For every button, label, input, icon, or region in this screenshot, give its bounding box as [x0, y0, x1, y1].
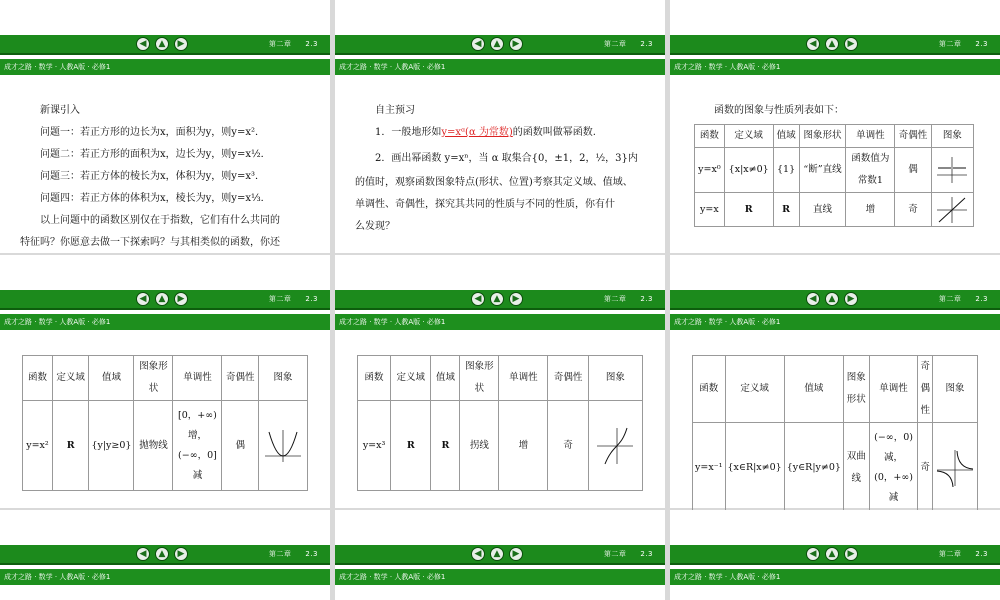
nav-buttons — [471, 547, 523, 561]
home-icon[interactable]: ▲ — [155, 37, 169, 51]
chapter-label: 第二章 2.3 — [603, 550, 653, 558]
home-icon[interactable]: ▲ — [155, 292, 169, 306]
task-line-4: 么发现？ — [355, 221, 395, 232]
slide-2[interactable] — [335, 0, 665, 253]
slide-body — [0, 78, 330, 253]
prev-icon[interactable]: ◀ — [471, 292, 485, 306]
question-3: 问题三：若正方体的棱长为x，体积为y，则y=x³． — [40, 171, 265, 182]
nav-buttons — [806, 547, 858, 561]
brand-bar — [335, 314, 665, 330]
prev-icon[interactable]: ◀ — [136, 292, 150, 306]
brand-label: 成才之路 · 数学 · 人教A版 · 必修1 — [674, 63, 781, 71]
slide-top-bar — [670, 545, 1000, 565]
paragraph-line-2: 特征吗？你愿意去做一下探索吗？与其相类似的函数，你还 — [20, 237, 280, 248]
slide-top-bar — [0, 35, 330, 55]
prev-icon[interactable]: ◀ — [806, 37, 820, 51]
nav-buttons — [136, 37, 188, 51]
slide-7[interactable] — [0, 510, 330, 600]
slide-top-bar — [335, 35, 665, 55]
next-icon[interactable]: ▶ — [174, 292, 188, 306]
slide-5[interactable] — [335, 255, 665, 508]
slide-body — [0, 333, 330, 508]
home-icon[interactable]: ▲ — [490, 37, 504, 51]
slide-body — [670, 78, 1000, 253]
prev-icon[interactable]: ◀ — [136, 37, 150, 51]
brand-bar — [335, 59, 665, 75]
brand-label: 成才之路 · 数学 · 人教A版 · 必修1 — [339, 63, 446, 71]
question-1: 问题一：若正方形的边长为x，面积为y，则y=x²． — [40, 127, 265, 138]
table-row: y=x R R 直线 增 奇 — [695, 193, 974, 227]
home-icon[interactable]: ▲ — [490, 292, 504, 306]
brand-bar — [0, 569, 330, 585]
prev-icon[interactable]: ◀ — [806, 547, 820, 561]
properties-table: 函数 定义域 值域 图象形状 单调性 奇偶性 图象 y=x⁻¹ {x∈R|x≠0} {y∈R|y≠0} 双曲线 (−∞，0)减，(0，+∞)减 奇 — [692, 355, 978, 513]
table-row: y=x² R {y|y≥0} 抛物线 [0，+∞)增，(−∞，0]减 偶 — [23, 401, 308, 491]
paragraph-line-1: 以上问题中的函数区别仅在于指数，它们有什么共同的 — [40, 215, 280, 226]
slide-6[interactable] — [670, 255, 1000, 508]
brand-label: 成才之路 · 数学 · 人教A版 · 必修1 — [339, 318, 446, 326]
brand-bar — [670, 569, 1000, 585]
brand-label: 成才之路 · 数学 · 人教A版 · 必修1 — [4, 573, 111, 581]
table-header: 函数 — [695, 125, 725, 148]
table-header: 奇偶性 — [895, 125, 931, 148]
chapter-label: 第二章 2.3 — [603, 40, 653, 48]
prev-icon[interactable]: ◀ — [471, 37, 485, 51]
slide-body — [670, 333, 1000, 508]
slide-body — [335, 78, 665, 253]
next-icon[interactable]: ▶ — [844, 292, 858, 306]
home-icon[interactable]: ▲ — [155, 547, 169, 561]
question-4: 问题四：若正方体的体积为x，棱长为y，则y=x⅓． — [40, 193, 271, 204]
table-row: y=x⁰ {x|x≠0} {1} “断”直线 函数值为常数1 偶 — [695, 148, 974, 193]
slide-4[interactable] — [0, 255, 330, 508]
table-intro: 函数的图象与性质列表如下： — [714, 105, 844, 116]
chapter-label: 第二章 2.3 — [938, 40, 988, 48]
nav-buttons — [806, 37, 858, 51]
home-icon[interactable]: ▲ — [490, 547, 504, 561]
home-icon[interactable]: ▲ — [825, 37, 839, 51]
nav-buttons — [471, 37, 523, 51]
table-header: 图象 — [931, 125, 973, 148]
brand-bar — [670, 314, 1000, 330]
slide-body — [335, 333, 665, 508]
graph-x2-icon — [258, 401, 307, 491]
definition-line: 1．一般地形如y=xᵅ(α 为常数)的函数叫做幂函数. — [375, 127, 596, 138]
table-row: y=x³ R R 拐线 增 奇 — [358, 401, 643, 491]
brand-bar — [335, 569, 665, 585]
nav-buttons — [136, 547, 188, 561]
brand-bar — [0, 59, 330, 75]
slide-3[interactable] — [670, 0, 1000, 253]
prev-icon[interactable]: ◀ — [136, 547, 150, 561]
prev-icon[interactable]: ◀ — [471, 547, 485, 561]
brand-label: 成才之路 · 数学 · 人教A版 · 必修1 — [4, 318, 111, 326]
chapter-label: 第二章 2.3 — [268, 40, 318, 48]
task-line-1: 2．画出幂函数 y=xⁿ，当 α 取集合{0，±1，2，½，3}内 — [375, 153, 638, 164]
slide-8[interactable] — [335, 510, 665, 600]
slide-top-bar — [670, 35, 1000, 55]
brand-bar — [0, 314, 330, 330]
slide-top-bar — [335, 290, 665, 310]
chapter-label: 第二章 2.3 — [268, 550, 318, 558]
graph-x3-icon — [588, 401, 642, 491]
brand-label: 成才之路 · 数学 · 人教A版 · 必修1 — [674, 318, 781, 326]
slide-9[interactable] — [670, 510, 1000, 600]
properties-table — [694, 124, 974, 227]
table-header: 单调性 — [846, 125, 895, 148]
nav-buttons — [806, 292, 858, 306]
task-line-3: 单调性、奇偶性，探究其共同的性质与不同的性质，你有什 — [355, 199, 615, 210]
nav-buttons — [471, 292, 523, 306]
slide-top-bar — [670, 290, 1000, 310]
brand-label: 成才之路 · 数学 · 人教A版 · 必修1 — [4, 63, 111, 71]
graph-x0-icon — [931, 148, 973, 193]
properties-table: 函数 定义域 值域 图象形状 单调性 奇偶性 图象 y=x² R {y|y≥0} 抛物线 [0，+∞)增，(−∞，0]减 偶 — [22, 355, 308, 491]
table-header: 定义域 — [724, 125, 773, 148]
brand-bar — [670, 59, 1000, 75]
slide-top-bar — [0, 545, 330, 565]
next-icon[interactable]: ▶ — [844, 37, 858, 51]
question-2: 问题二：若正方形的面积为x，边长为y，则y=x½． — [40, 149, 271, 160]
slide-title: 新课引入 — [40, 105, 80, 116]
brand-label: 成才之路 · 数学 · 人教A版 · 必修1 — [674, 573, 781, 581]
next-icon[interactable]: ▶ — [174, 37, 188, 51]
graph-x1-icon — [931, 193, 973, 227]
next-icon[interactable]: ▶ — [509, 37, 523, 51]
chapter-label: 第二章 2.3 — [268, 295, 318, 303]
prev-icon[interactable]: ◀ — [806, 292, 820, 306]
power-function-form: y=xᵅ(α 为常数) — [441, 127, 513, 138]
table-header: 值域 — [773, 125, 799, 148]
home-icon[interactable]: ▲ — [825, 292, 839, 306]
chapter-label: 第二章 2.3 — [603, 295, 653, 303]
task-line-2: 的值时，观察函数图象特点(形状、位置)考察其定义域、值域、 — [355, 177, 633, 188]
graph-x-inverse-icon — [933, 423, 978, 513]
slide-top-bar — [0, 290, 330, 310]
brand-label: 成才之路 · 数学 · 人教A版 · 必修1 — [339, 573, 446, 581]
next-icon[interactable]: ▶ — [844, 547, 858, 561]
next-icon[interactable]: ▶ — [174, 547, 188, 561]
slide-1[interactable] — [0, 0, 330, 253]
chapter-label: 第二章 2.3 — [938, 295, 988, 303]
slide-title: 自主预习 — [375, 105, 415, 116]
next-icon[interactable]: ▶ — [509, 547, 523, 561]
home-icon[interactable]: ▲ — [825, 547, 839, 561]
table-row: y=x⁻¹ {x∈R|x≠0} {y∈R|y≠0} 双曲线 (−∞，0)减，(0，+∞)减 奇 — [693, 423, 978, 513]
table-header: 图象形状 — [799, 125, 846, 148]
properties-table: 函数 定义域 值域 图象形状 单调性 奇偶性 图象 y=x³ R R 拐线 增 奇 — [357, 355, 643, 491]
next-icon[interactable]: ▶ — [509, 292, 523, 306]
slide-top-bar — [335, 545, 665, 565]
nav-buttons — [136, 292, 188, 306]
chapter-label: 第二章 2.3 — [938, 550, 988, 558]
